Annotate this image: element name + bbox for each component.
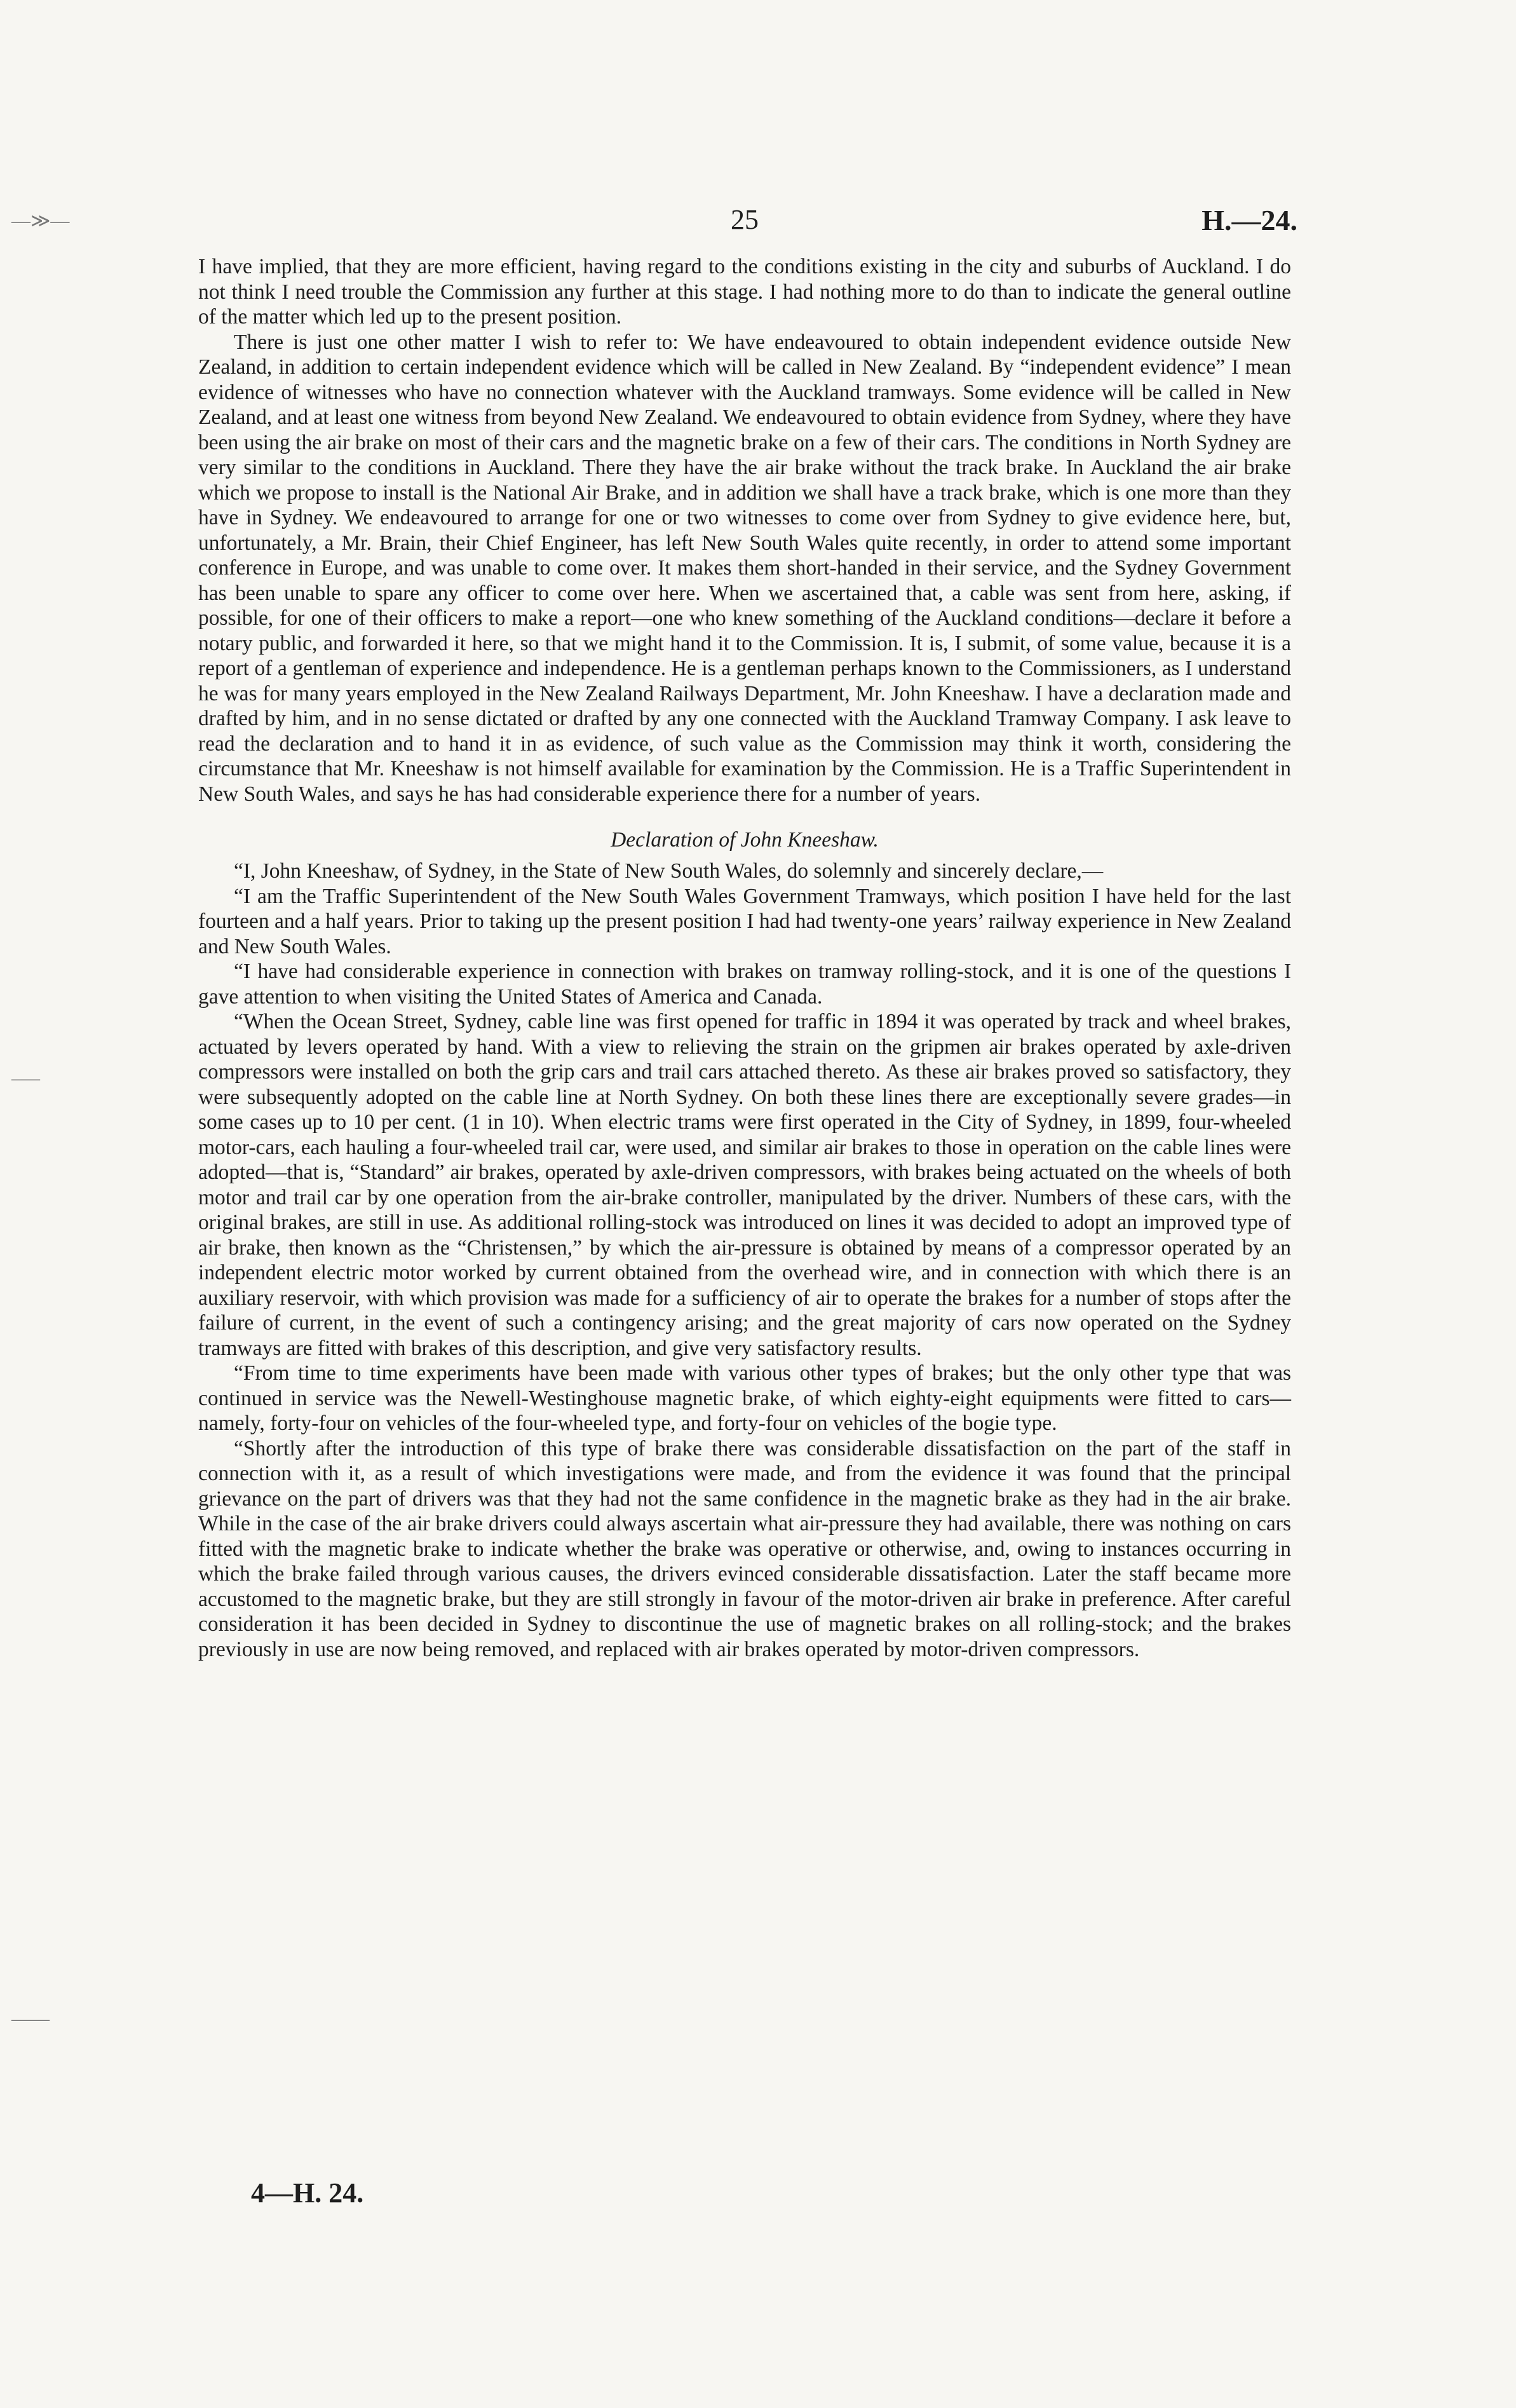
margin-mark: —≫— bbox=[11, 210, 70, 231]
paragraph: “I have had considerable experience in connection with brakes on tramway rolling-stock, and it is one of the questions I gave attention to when visiting the United States of America and Canada. bbox=[198, 960, 1291, 1009]
body-text-before bbox=[198, 254, 1291, 806]
paragraph: “From time to time experiments have been made with various other types of brakes; but the only other type that was continued in service was the Newell-Westinghouse magnetic brake, of which eighty-eight equipments were fitted to cars—namely, forty-four on vehicles of the four-wheeled type, and forty-four on vehicles of the bogie type. bbox=[198, 1361, 1291, 1435]
page-number: 25 bbox=[731, 204, 759, 235]
body-text-after bbox=[198, 859, 1291, 1662]
margin-mark: –— bbox=[11, 1068, 40, 1089]
paragraph: I have implied, that they are more efficient, having regard to the conditions existing in the city and suburbs of Auckland. I do not think I need trouble the Commission any further at this stage. I had nothing more to do than to indicate the general outline of the matter which led up to the present position. bbox=[198, 255, 1291, 329]
document-page bbox=[198, 203, 1297, 1662]
margin-mark: —— bbox=[11, 2008, 50, 2029]
paragraph: “I am the Traffic Superintendent of the New South Wales Government Tramways, which position I have held for the last fourteen and a half years. Prior to taking up the present position I had had twenty-one years’ railway experience in New Zealand and New South Wales. bbox=[198, 884, 1291, 958]
paragraph: “Shortly after the introduction of this type of brake there was considerable dissatisfaction on the part of the staff in connection with it, as a result of which investigations were made, and from the evidence it was found that the principal grievance on the part of drivers was that they had not the same confidence in the magnetic brake as they had in the air brake. While in the case of the air brake drivers could always ascertain what air-pressure they had available, there was nothing on cars fitted with the magnetic brake to indicate whether the brake was operative or otherwise, and, owing to instances occurring in which the brake failed through various causes, the drivers evinced considerable dissatisfaction. Later the staff became more accustomed to the magnetic brake, but they are still strongly in favour of the motor-driven air brake in preference. After careful consideration it has been decided in Sydney to discontinue the use of magnetic brakes on all rolling-stock; and the brakes previously in use are now being removed, and replaced with air brakes operated by motor-driven compressors. bbox=[198, 1436, 1291, 1661]
paragraph: There is just one other matter I wish to refer to: We have endeavoured to obtain independent evidence outside New Zealand, in addition to certain independent evidence which will be called in New Zealand. By “independent evidence” I mean evidence of witnesses who have no connection whatever with the Auckland tramways. Some evidence will be called in New Zealand, and at least one witness from beyond New Zealand. We endeavoured to obtain evidence from Sydney, where they have been using the air brake on most of their cars and the magnetic brake on a few of their cars. The conditions in North Sydney are very similar to the conditions in Auckland. There they have the air brake without the track brake. In Auckland the air brake which we propose to install is the National Air Brake, and in addition we shall have a track brake, which is one more than they have in Sydney. We endeavoured to arrange for one or two witnesses to come over from Sydney to give evidence here, but, unfortunately, a Mr. Brain, their Chief Engineer, has left New South Wales quite recently, in order to attend some important conference in Europe, and was unable to come over. It makes them short-handed in their service, and the Sydney Government has been unable to spare any officer to come over here. When we ascertained that, a cable was sent from here, asking, if possible, for one of their officers to make a report—one who knew something of the Auckland conditions—declare it before a notary public, and forwarded it here, so that we might hand it to the Commission. It is, I submit, of some value, because it is a report of a gentleman of experience and independence. He is a gentleman perhaps known to the Commissioners, as I understand he was for many years employed in the New Zealand Railways Department, Mr. John Kneeshaw. I have a declaration made and drafted by him, and in no sense dictated or drafted by any one connected with the Auckland Tramway Company. I ask leave to read the declaration and to hand it in as evidence, of such value as the Commission may think it worth, considering the circumstance that Mr. Kneeshaw is not himself available for examination by the Commission. He is a Traffic Superintendent in New South Wales, and says he has had considerable experience there for a number of years. bbox=[198, 330, 1291, 806]
section-heading: Declaration of John Kneeshaw. bbox=[611, 828, 879, 852]
page-footer: 4—H. 24. bbox=[251, 2177, 364, 2208]
paragraph: “I, John Kneeshaw, of Sydney, in the State of New South Wales, do solemnly and sincerely declare,— bbox=[234, 859, 1104, 883]
page-reference: H.—24. bbox=[1201, 204, 1297, 236]
paragraph: “When the Ocean Street, Sydney, cable line was first opened for traffic in 1894 it was operated by track and wheel brakes, actuated by levers operated by hand. With a view to relieving the strain on the gripmen air brakes operated by axle-driven compressors were installed on both the grip cars and trail cars attached thereto. As these air brakes proved so satisfactory, they were subsequently adopted on the cable line at North Sydney. On both these lines there are exceptionally severe grades—in some cases up to 10 per cent. (1 in 10). When electric trams were first operated in the City of Sydney, in 1899, four-wheeled motor-cars, each hauling a four-wheeled trail car, were used, and similar air brakes to those in operation on the cable lines were adopted—that is, “Standard” air brakes, operated by axle-driven compressors, with brakes being actuated on the wheels of both motor and trail car by one operation from the air-brake controller, manipulated by the driver. Numbers of these cars, with the original brakes, are still in use. As additional rolling-stock was introduced on lines it was decided to adopt an improved type of air brake, then known as the “Christensen,” by which the air-pressure is obtained by means of a compressor operated by an independent electric motor worked by current obtained from the overhead wire, and in connection with which there is an auxiliary reservoir, with which provision was made for a sufficiency of air to operate the brakes for a number of stops after the failure of current, in the event of such a contingency arising; and the great majority of cars now operated on the Sydney tramways are fitted with brakes of this description, and give very satisfactory results. bbox=[198, 1010, 1291, 1360]
page-header bbox=[198, 203, 1297, 254]
